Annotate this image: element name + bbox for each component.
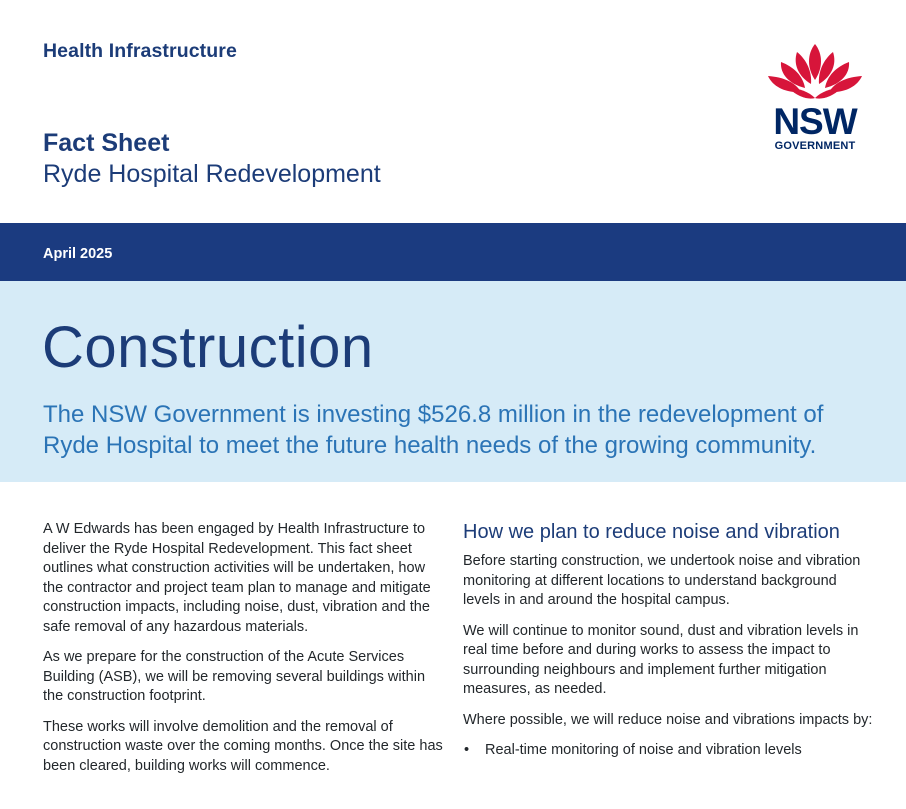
date-bar bbox=[0, 223, 906, 281]
section-heading: How we plan to reduce noise and vibration bbox=[463, 521, 840, 543]
body-paragraph: Where possible, we will reduce noise and vibrations impacts by: bbox=[463, 711, 873, 728]
body-paragraph: We will continue to monitor sound, dust and vibration levels in real time before and during works to assess the impact to surrounding neighbours and implement further mitigation measures, as needed. bbox=[463, 622, 859, 697]
body-paragraph: As we prepare for the construction of the Acute Services Building (ASB), we will be removing several buildings within the construction footprint. bbox=[43, 649, 426, 704]
doc-type: Fact Sheet bbox=[43, 129, 170, 157]
hero-lead: The NSW Government is investing $526.8 million in the redevelopment of Ryde Hospital to meet the future health needs of the growing community. bbox=[43, 401, 824, 459]
list-item: • Real-time monitoring of noise and vibration levels bbox=[463, 741, 873, 761]
hero-title: Construction bbox=[42, 315, 374, 380]
waratah-icon bbox=[765, 42, 865, 102]
logo-wordmark: NSW bbox=[773, 101, 857, 142]
nsw-government-logo bbox=[765, 42, 865, 154]
intro-paragraph: A W Edwards has been engaged by Health Infrastructure to deliver the Ryde Hospital Redevelopment. This fact sheet outlines what construction activities will be undertaken, how the contractor and project team plan to manage and mitigate construction impacts, including noise, dust, vibration and the safe removal of any hazardous materials. bbox=[43, 521, 431, 635]
mitigation-list bbox=[463, 741, 873, 761]
publication-date: April 2025 bbox=[43, 246, 113, 262]
body-paragraph: Before starting construction, we undertook noise and vibration monitoring at different locations to understand background levels in and around the hospital campus. bbox=[463, 553, 861, 608]
project-title: Ryde Hospital Redevelopment bbox=[43, 160, 381, 188]
logo-subtitle: GOVERNMENT bbox=[774, 140, 856, 152]
hero-section bbox=[0, 281, 906, 482]
org-name: Health Infrastructure bbox=[43, 40, 237, 62]
right-column bbox=[463, 520, 873, 770]
body-paragraph: These works will involve demolition and the removal of construction waste over the coming months. Once the site has been cleared, building works will commence. bbox=[43, 718, 443, 774]
left-column bbox=[43, 520, 448, 787]
